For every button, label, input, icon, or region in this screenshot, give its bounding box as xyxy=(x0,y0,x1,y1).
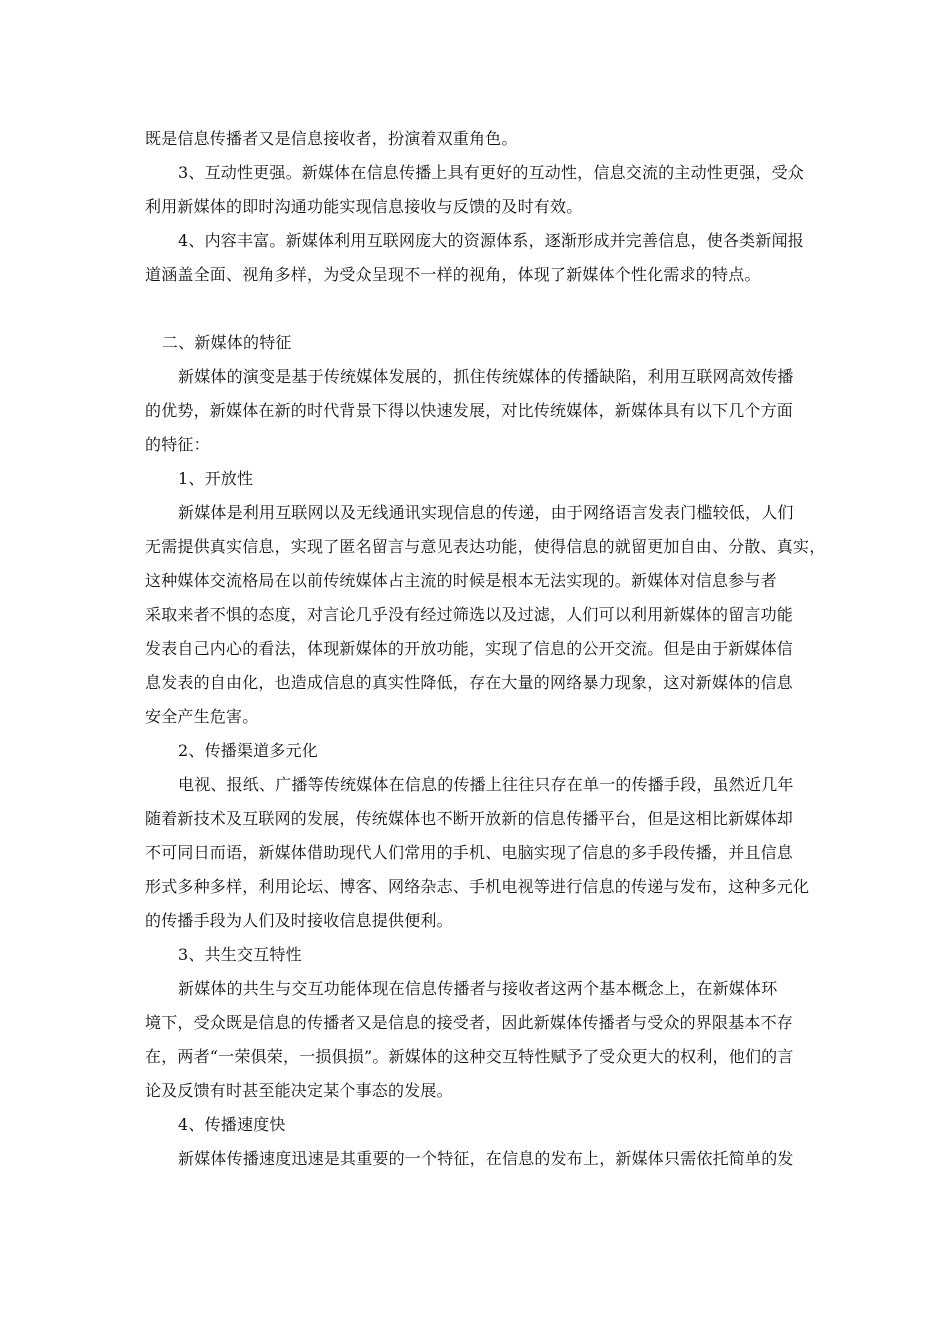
blank-line xyxy=(145,292,810,326)
subsection-heading: 2、传播渠道多元化 xyxy=(178,741,318,760)
text-line: 不可同日而语，新媒体借助现代人们常用的手机、电脑实现了信息的多手段传播，并且信息 xyxy=(145,843,794,862)
text-line: 这种媒体交流格局在以前传统媒体占主流的时候是根本无法实现的。新媒体对信息参与者 xyxy=(145,571,777,590)
text-line: 发表自己内心的看法，体现新媒体的开放功能，实现了信息的公开交流。但是由于新媒体信 xyxy=(145,639,794,658)
text-line: 的特征： xyxy=(145,435,210,454)
text-line: 既是信息传播者又是信息接收者，扮演着双重角色。 xyxy=(145,129,518,148)
text-line: 道涵盖全面、视角多样，为受众呈现不一样的视角，体现了新媒体个性化需求的特点。 xyxy=(145,265,761,284)
text-line: 采取来者不惧的态度，对言论几乎没有经过筛选以及过滤，人们可以利用新媒体的留言功能 xyxy=(145,605,794,624)
text-line: 安全产生危害。 xyxy=(145,707,259,726)
subsection-heading: 3、共生交互特性 xyxy=(178,945,302,964)
text-line: 的优势，新媒体在新的时代背景下得以快速发展，对比传统媒体，新媒体具有以下几个方面 xyxy=(145,401,794,420)
text-line: 电视、报纸、广播等传统媒体在信息的传播上往往只存在单一的传播手段，虽然近几年 xyxy=(178,775,794,794)
text-line: 新媒体传播速度迅速是其重要的一个特征，在信息的发布上，新媒体只需依托简单的发 xyxy=(178,1149,794,1168)
text-line: 新媒体的共生与交互功能体现在信息传播者与接收者这两个基本概念上，在新媒体环 xyxy=(178,979,778,998)
text-line: 息发表的自由化，也造成信息的真实性降低，存在大量的网络暴力现象，这对新媒体的信息 xyxy=(145,673,794,692)
text-line: 论及反馈有时甚至能决定某个事态的发展。 xyxy=(145,1081,453,1100)
text-line: 4、内容丰富。新媒体利用互联网庞大的资源体系，逐渐形成并完善信息，使各类新闻报 xyxy=(178,231,804,250)
subsection-heading: 1、开放性 xyxy=(178,469,254,488)
text-line: 新媒体是利用互联网以及无线通讯实现信息的传递，由于网络语言发表门槛较低，人们 xyxy=(178,503,794,522)
text-line: 利用新媒体的即时沟通功能实现信息接收与反馈的及时有效。 xyxy=(145,197,583,216)
text-line: 新媒体的演变是基于传统媒体发展的，抓住传统媒体的传播缺陷，利用互联网高效传播 xyxy=(178,367,794,386)
text-line: 在，两者“一荣俱荣，一损俱损”。新媒体的这种交互特性赋予了受众更大的权利，他们的言 xyxy=(145,1047,794,1066)
text-line: 无需提供真实信息，实现了匿名留言与意见表达功能，使得信息的就留更加自由、分散、真实， xyxy=(145,537,826,556)
text-line: 的传播手段为人们及时接收信息提供便利。 xyxy=(145,911,453,930)
subsection-heading: 4、传播速度快 xyxy=(178,1115,286,1134)
text-line: 随着新技术及互联网的发展，传统媒体也不断开放新的信息传播平台，但是这相比新媒体却 xyxy=(145,809,794,828)
text-line: 境下，受众既是信息的传播者又是信息的接受者，因此新媒体传播者与受众的界限基本不存 xyxy=(145,1013,794,1032)
section-heading: 二、新媒体的特征 xyxy=(162,333,292,352)
document-body xyxy=(145,122,826,1176)
text-line: 3、互动性更强。新媒体在信息传播上具有更好的互动性，信息交流的主动性更强，受众 xyxy=(178,163,804,182)
text-line: 形式多种多样，利用论坛、博客、网络杂志、手机电视等进行信息的传递与发布，这种多元化 xyxy=(145,877,810,896)
